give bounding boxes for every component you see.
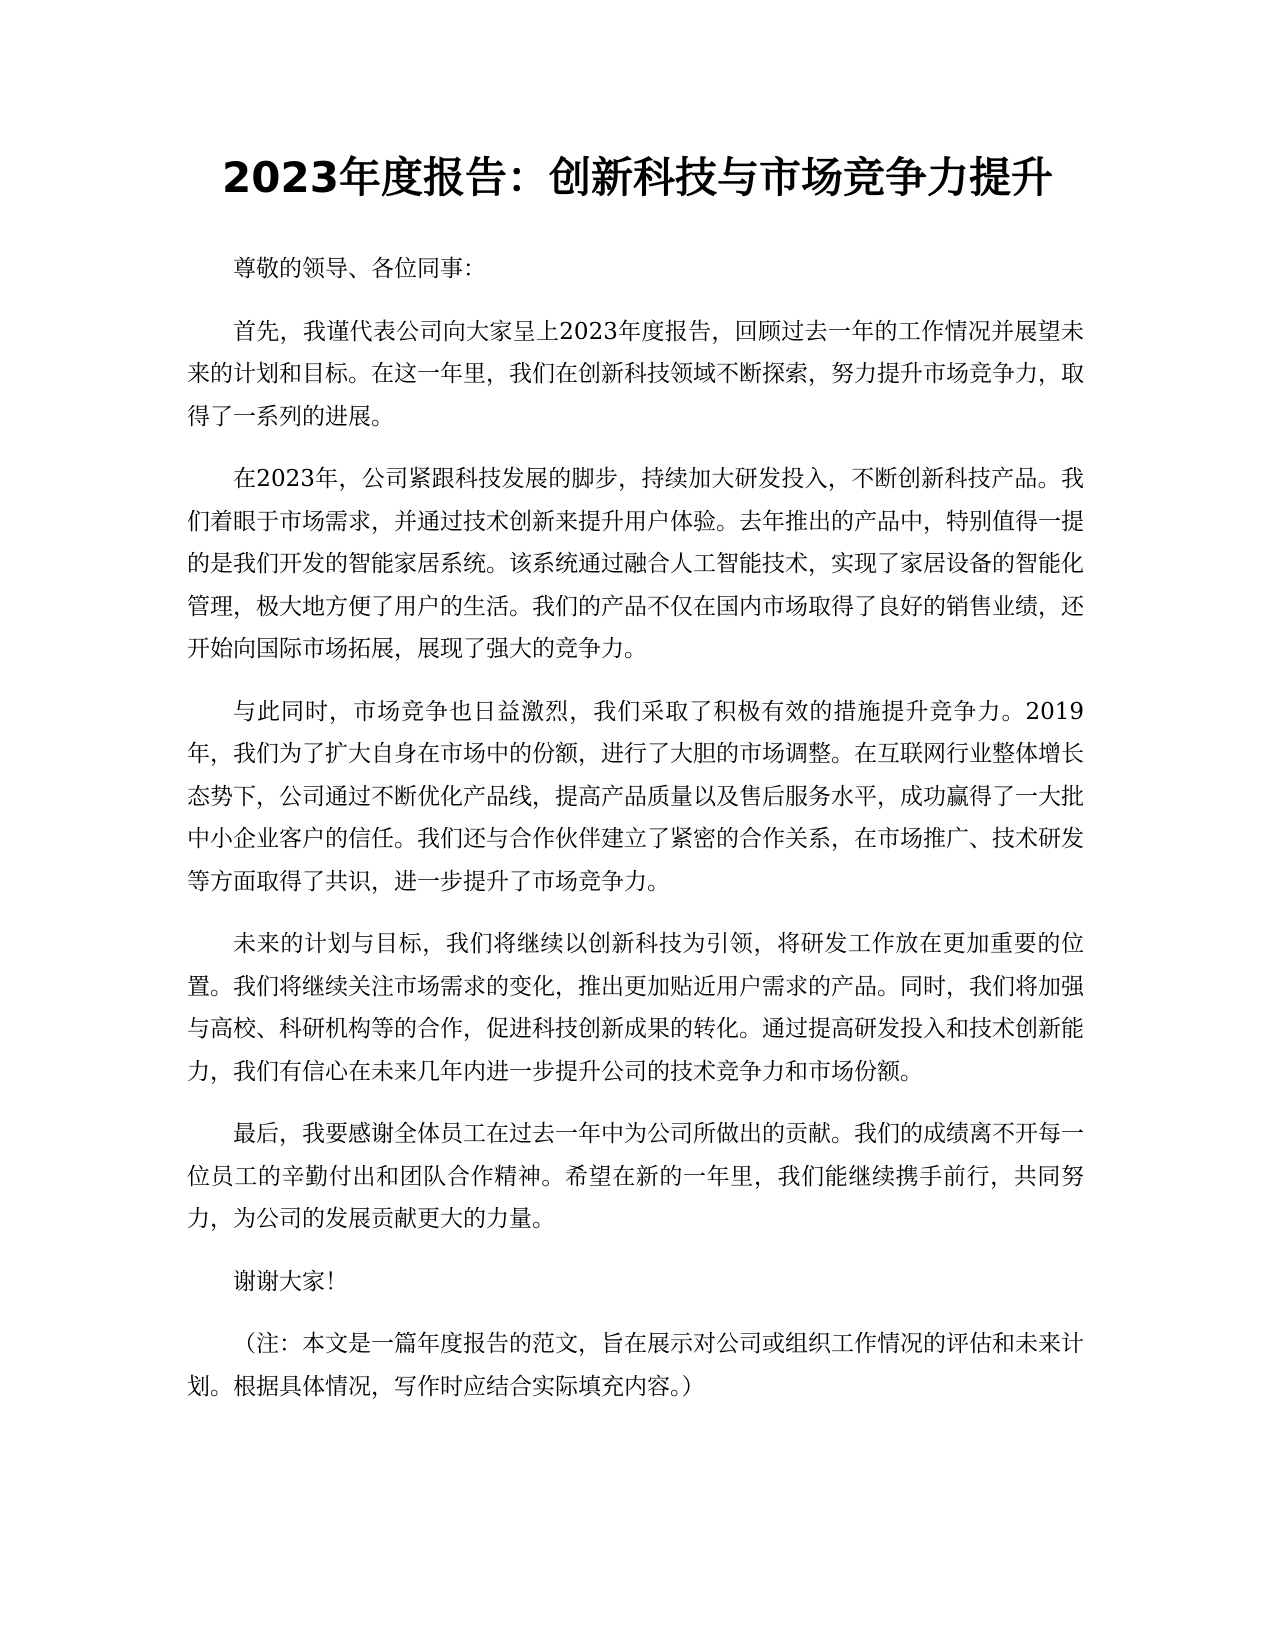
thanks-paragraph: 最后，我要感谢全体员工在过去一年中为公司所做出的贡献。我们的成绩离不开每一位员工的辛勤付出和团队合作精神。希望在新的一年里，我们能继续携手前行，共同努力，为公司的发展贡献更大的力量。 (187, 1121, 1084, 1232)
future-plans-paragraph: 未来的计划与目标，我们将继续以创新科技为引领，将研发工作放在更加重要的位置。我们将继续关注市场需求的变化，推出更加贴近用户需求的产品。同时，我们将加强与高校、科研机构等的合作，促进科技创新成果的转化。通过提高研发投入和技术创新能力，我们有信心在未来几年内进一步提升公司的技术竞争力和市场份额。 (187, 931, 1084, 1085)
note-paragraph: （注：本文是一篇年度报告的范文，旨在展示对公司或组织工作情况的评估和未来计划。根据具体情况，写作时应结合实际填充内容。） (187, 1331, 1084, 1400)
intro-paragraph: 首先，我谨代表公司向大家呈上2023年度报告，回顾过去一年的工作情况并展望未来的计划和目标。在这一年里，我们在创新科技领域不断探索，努力提升市场竞争力，取得了一系列的进展。 (187, 318, 1084, 430)
document-title: 2023年度报告：创新科技与市场竞争力提升 (222, 153, 1053, 202)
salutation-paragraph: 尊敬的领导、各位同事： (233, 256, 486, 282)
document-body (187, 248, 1084, 1428)
competition-paragraph: 与此同时，市场竞争也日益激烈，我们采取了积极有效的措施提升竞争力。2019年，我们为了扩大自身在市场中的份额，进行了大胆的市场调整。在互联网行业整体增长态势下，公司通过不断优化产品线，提高产品质量以及售后服务水平，成功赢得了一大批中小企业客户的信任。我们还与合作伙伴建立了紧密的合作关系，在市场推广、技术研发等方面取得了共识，进一步提升了市场竞争力。 (187, 698, 1084, 895)
products-paragraph: 在2023年，公司紧跟科技发展的脚步，持续加大研发投入，不断创新科技产品。我们着眼于市场需求，并通过技术创新来提升用户体验。去年推出的产品中，特别值得一提的是我们开发的智能家居系统。该系统通过融合人工智能技术，实现了家居设备的智能化管理，极大地方便了用户的生活。我们的产品不仅在国内市场取得了良好的销售业绩，还开始向国际市场拓展，展现了强大的竞争力。 (187, 466, 1084, 662)
closing-paragraph: 谢谢大家！ (233, 1268, 348, 1295)
